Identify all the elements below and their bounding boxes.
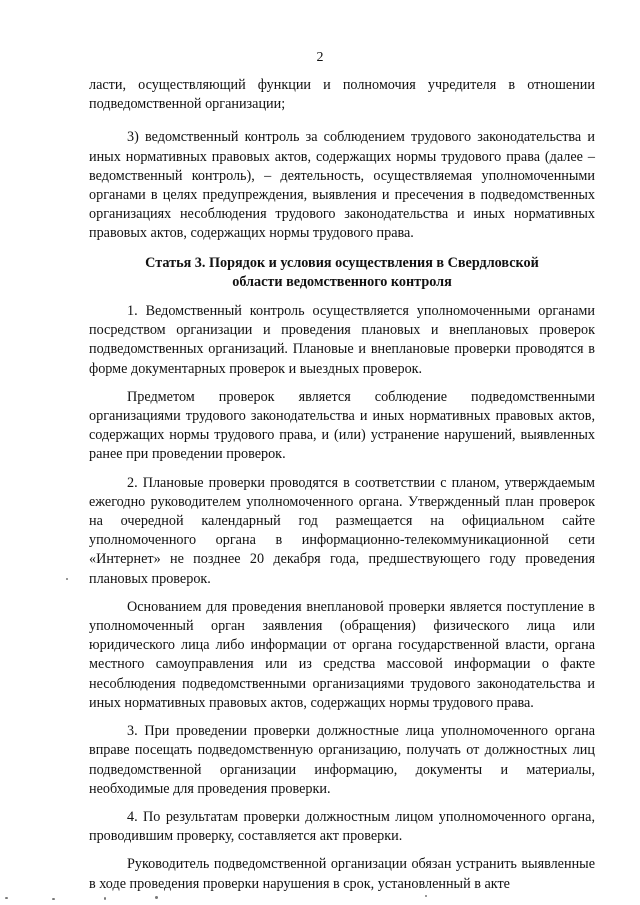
scan-speck xyxy=(104,897,106,900)
article-heading-line: области ведомственного контроля xyxy=(232,273,452,290)
paragraph: 4. По результатам проверки должностным лицом уполномоченного органа, проводившим проверку, составляется акт проверки. xyxy=(89,808,595,845)
paragraph: 3. При проведении проверки должностные лица уполномоченного органа вправе посещать подведомственную организацию, получать от должностных лиц подведомственной организации информацию, документы и материалы, необходимые для проведения проверки. xyxy=(89,723,595,797)
paragraph: Предметом проверок является соблюдение подведомственными организациями трудового законодательства и иных нормативных правовых актов, содержащих нормы трудового права, и (или) устранение нарушений, выявленных ранее при проведении проверок. xyxy=(89,388,595,463)
scan-speck xyxy=(155,896,158,899)
article-heading-line: Статья 3. Порядок и условия осуществления в Свердловской xyxy=(145,254,539,271)
scan-speck xyxy=(425,895,427,897)
paragraph: 1. Ведомственный контроль осуществляется уполномоченными органами посредством организации и проведения плановых и внеплановых проверок подведомственных организаций. Плановые и внеплановые проверки проводятся в форме документарных проверок и выездных проверок. xyxy=(89,303,595,377)
scan-speck xyxy=(66,578,68,580)
document-body xyxy=(89,76,595,903)
scan-speck xyxy=(52,898,55,900)
paragraph: Руководитель подведомственной организации обязан устранить выявленные в ходе проведения проверки нарушения в срок, установленный в акте xyxy=(89,856,595,892)
paragraph: 2. Плановые проверки проводятся в соответствии с планом, утверждаемым ежегодно руководителем уполномоченного органа. Утвержденный план проверок на очередной календарный год размещается на официальном сайте уполномоченного органа в информационно-телекоммуникационной сети «Интернет» не позднее 20 декабря года, предшествующего году проведения плановых проверок. xyxy=(89,474,595,587)
paragraph: Основанием для проведения внеплановой проверки является поступление в уполномоченный орган заявления (обращения) физического лица или юридического лица либо информации от органа государственной власти, органа местного самоуправления или из средства массовой информации о факте несоблюдения подведомственными организациями трудового законодательства и иных нормативных правовых актов, содержащих нормы трудового права. xyxy=(89,598,595,711)
scan-speck xyxy=(5,897,8,899)
paragraph: 3) ведомственный контроль за соблюдением трудового законодательства и иных нормативных правовых актов, содержащих нормы трудового права (далее – ведомственный контроль), – деятельность, осуществляемая уполномоченными органами в целях предупреждения, выявления и пресечения в подведомственных организациях несоблюдения трудового законодательства и иных нормативных правовых актов, содержащих нормы трудового права. xyxy=(89,129,595,242)
article-heading xyxy=(89,254,595,292)
paragraph: ласти, осуществляющий функции и полномочия учредителя в отношении подведомственной организации; xyxy=(89,77,595,113)
page-number: 2 xyxy=(316,50,324,65)
